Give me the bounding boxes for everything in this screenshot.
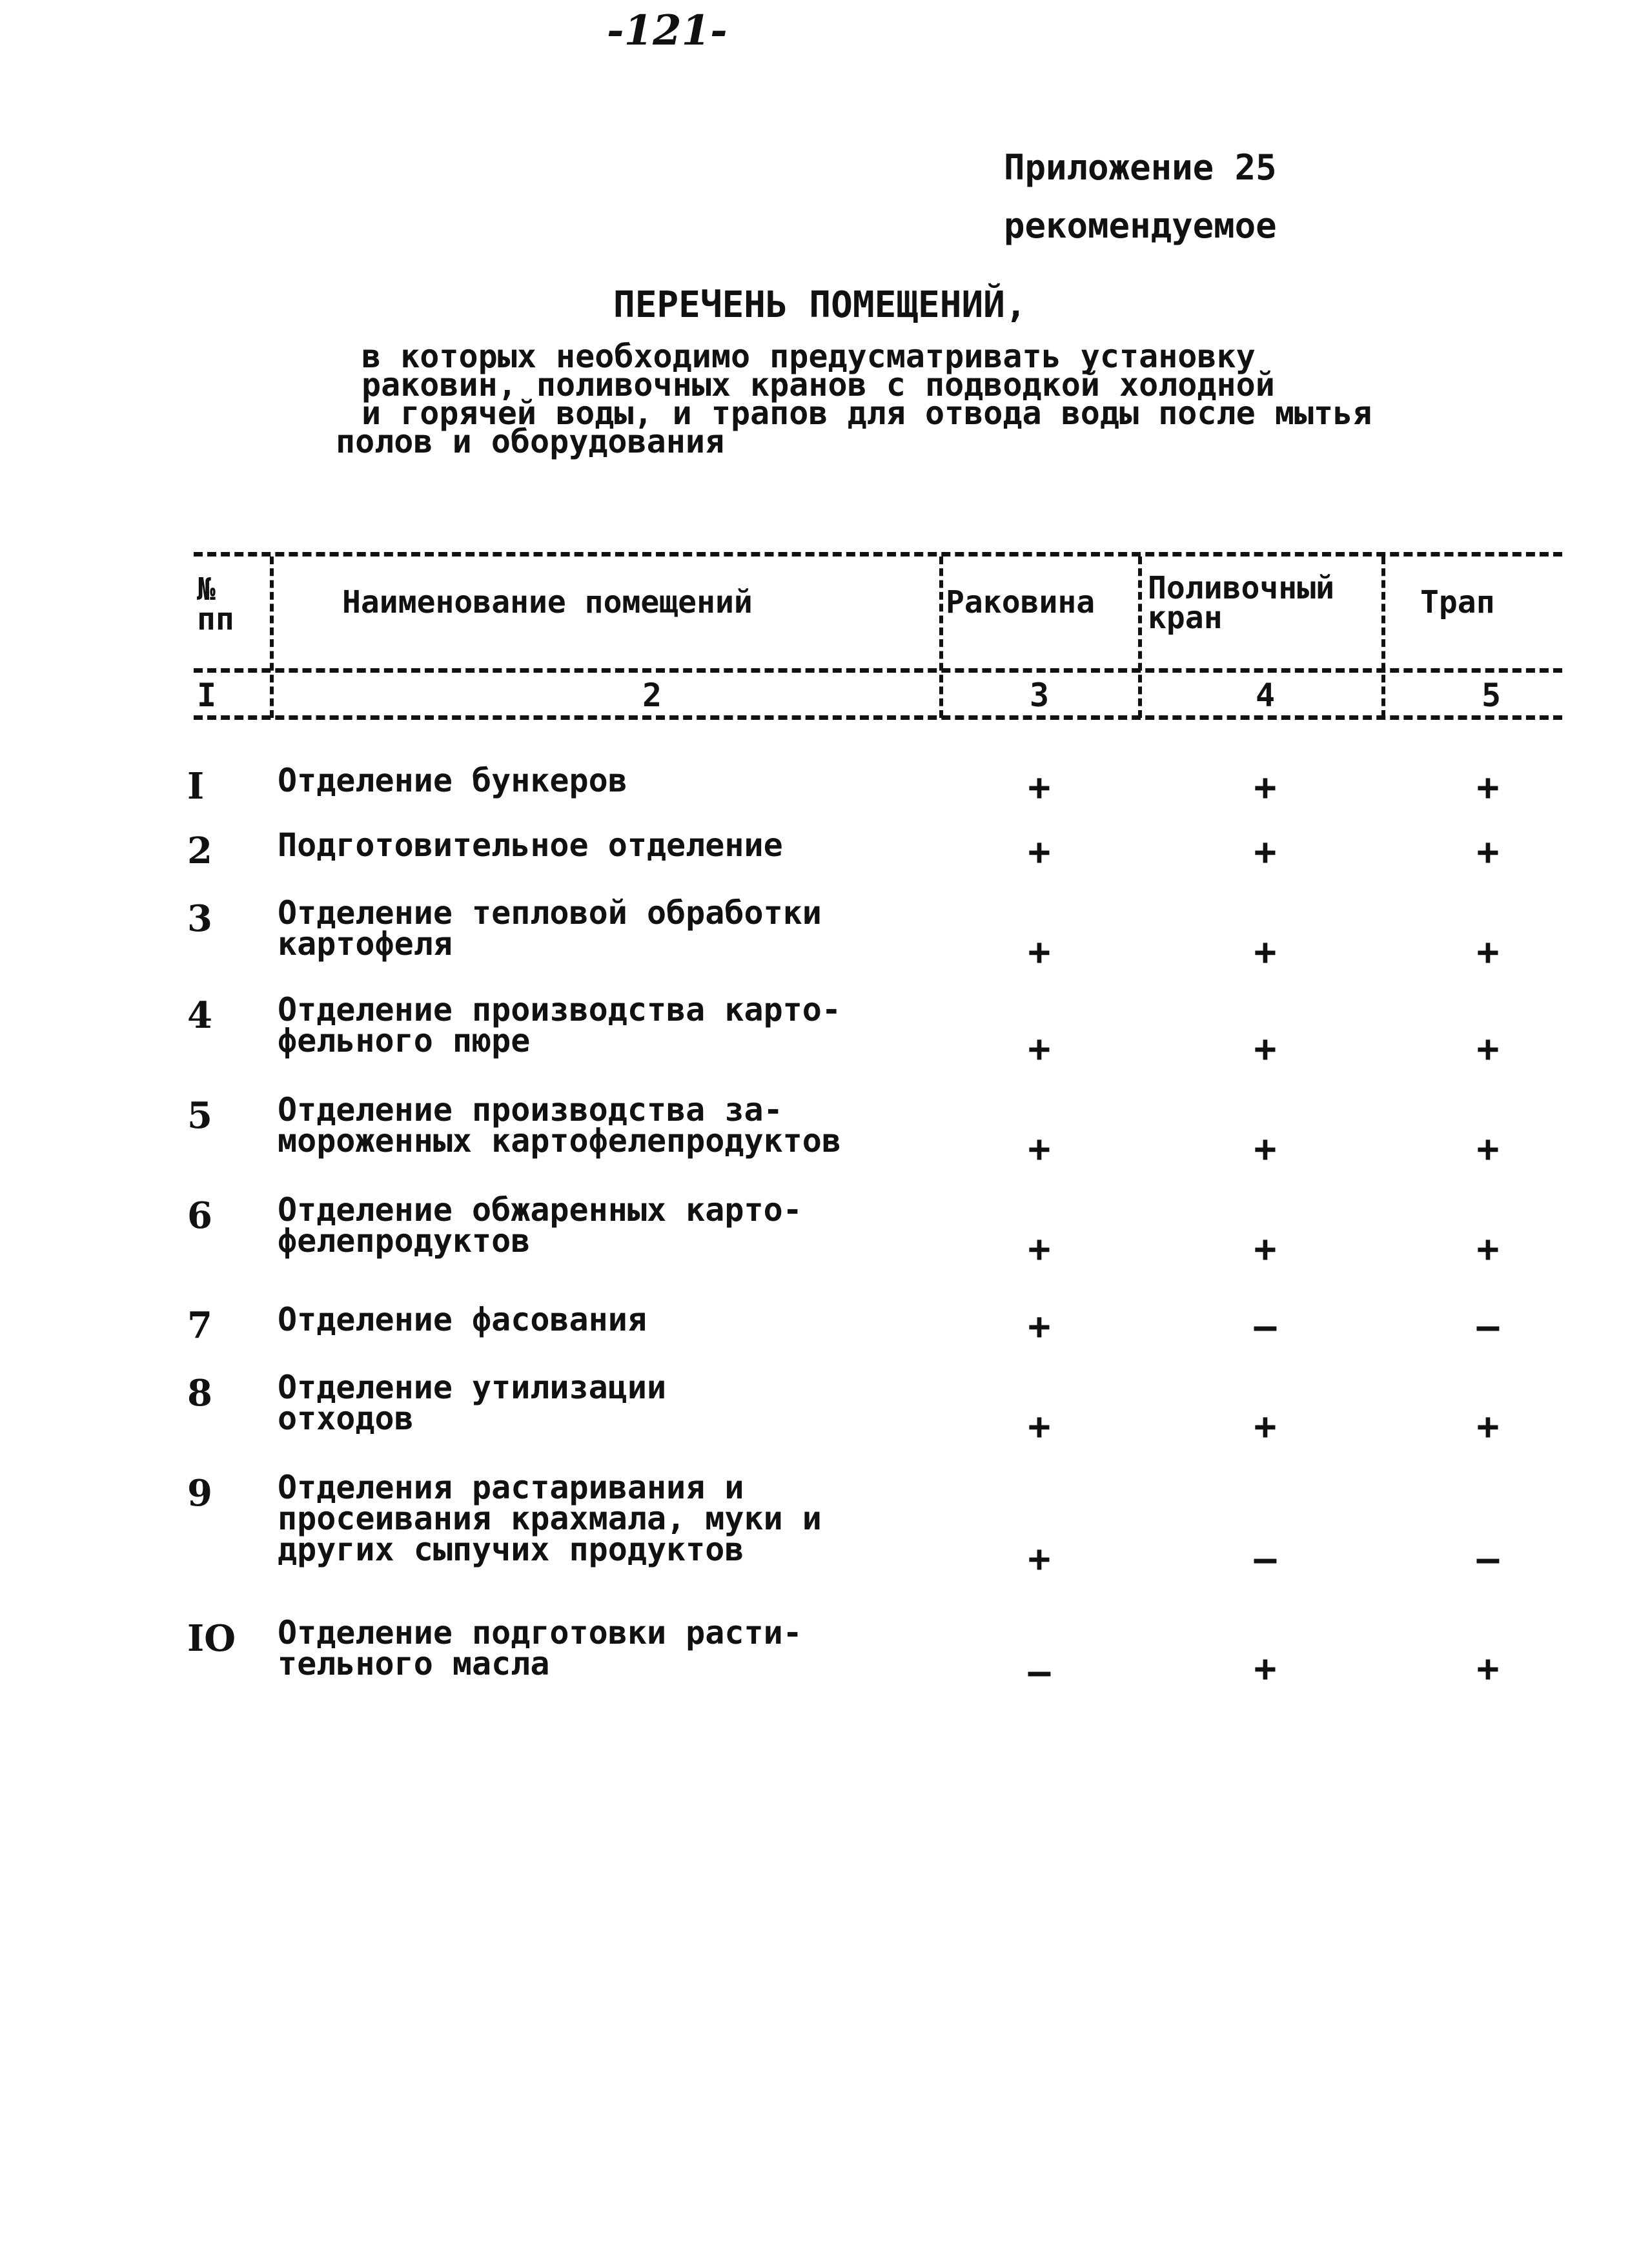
row-number: 8 (187, 1372, 212, 1415)
header-name: Наименование помещений (342, 584, 753, 620)
column-number: 2 (642, 677, 662, 714)
tap-mark: – (1254, 1537, 1277, 1580)
tap-mark: + (1254, 765, 1277, 809)
room-name-line: Отделение утилизации (278, 1369, 667, 1406)
sink-mark: + (1028, 1537, 1051, 1580)
header-divider (1381, 557, 1385, 718)
room-name-line: фелепродуктов (278, 1222, 531, 1260)
header-tap (1148, 570, 1334, 636)
room-name-line: просеивания крахмала, муки и (278, 1500, 822, 1537)
subtitle-line: полов и оборудования (336, 423, 725, 460)
room-name-line: отходов (278, 1400, 414, 1437)
header-bottom-rule (194, 715, 1562, 720)
appendix-number: Приложение 25 (1004, 147, 1277, 188)
room-name (278, 1191, 910, 1260)
column-number: 3 (1030, 677, 1050, 714)
sink-mark: – (1028, 1650, 1051, 1693)
header-num-line: № (197, 571, 216, 608)
page-number: -121- (607, 6, 728, 55)
room-name-line: Отделение подготовки расти- (278, 1614, 802, 1651)
room-name-line: Отделение фасования (278, 1301, 647, 1338)
sink-mark: + (1028, 1304, 1051, 1348)
subtitle-line: раковин, поливочных кранов с подводкой холодной (362, 366, 1275, 404)
drain-mark: – (1476, 1537, 1500, 1580)
room-name-line: Отделение производства карто- (278, 991, 841, 1028)
room-name-line: Отделение тепловой обработки (278, 894, 822, 932)
drain-mark: + (1476, 930, 1500, 974)
room-name-line: Отделения растаривания и (278, 1469, 744, 1506)
tap-mark: + (1254, 1127, 1277, 1170)
room-name (278, 991, 910, 1059)
row-number: 2 (187, 830, 212, 872)
appendix-status: рекомендуемое (1004, 205, 1277, 246)
tap-mark: + (1254, 930, 1277, 974)
document-title: ПЕРЕЧЕНЬ ПОМЕЩЕНИЙ, (613, 284, 1027, 326)
room-name-line: мороженных картофелепродуктов (278, 1122, 841, 1160)
row-number: 3 (187, 897, 212, 940)
column-number: 4 (1256, 677, 1276, 714)
document-subtitle (336, 338, 1372, 460)
tap-mark: – (1254, 1304, 1277, 1348)
sink-mark: + (1028, 1127, 1051, 1170)
sink-mark: + (1028, 1404, 1051, 1448)
room-name-line: Отделение бункеров (278, 762, 627, 799)
sink-mark: + (1028, 930, 1051, 974)
row-number: 6 (187, 1194, 212, 1237)
subtitle-line: и горячей воды, и трапов для отвода воды после мытья (362, 394, 1372, 432)
row-number: 7 (187, 1304, 212, 1347)
header-top-rule (194, 552, 1562, 557)
room-name (278, 1369, 910, 1437)
sink-mark: + (1028, 1027, 1051, 1070)
subtitle-line: в которых необходимо предусматривать установку (362, 338, 1256, 375)
header-sink: Раковина (946, 584, 1095, 620)
header-num (197, 571, 234, 637)
row-number: IO (187, 1617, 236, 1660)
room-name (278, 894, 910, 963)
drain-mark: + (1476, 1646, 1500, 1690)
room-name (278, 1091, 910, 1160)
drain-mark: + (1476, 830, 1500, 873)
room-name (278, 1301, 910, 1338)
column-number: I (197, 677, 217, 714)
room-name-line: тельного масла (278, 1645, 550, 1682)
tap-mark: + (1254, 1027, 1277, 1070)
drain-mark: + (1476, 1227, 1500, 1271)
room-name-line: других сыпучих продуктов (278, 1531, 744, 1568)
sink-mark: + (1028, 765, 1051, 809)
drain-mark: + (1476, 1027, 1500, 1070)
room-name (278, 1469, 910, 1568)
sink-mark: + (1028, 830, 1051, 873)
header-middle-rule (194, 668, 1562, 673)
room-name-line: картофеля (278, 925, 453, 963)
row-number: I (187, 765, 205, 808)
room-name (278, 826, 910, 864)
room-name-line: Отделение производства за- (278, 1091, 783, 1129)
header-tap-line: кран (1148, 600, 1223, 636)
tap-mark: + (1254, 1646, 1277, 1690)
room-name-line: Отделение обжаренных карто- (278, 1191, 802, 1229)
drain-mark: + (1476, 1404, 1500, 1448)
tap-mark: + (1254, 830, 1277, 873)
room-name-line: Подготовительное отделение (278, 826, 783, 864)
header-drain: Трап (1420, 584, 1495, 620)
drain-mark: + (1476, 765, 1500, 809)
room-name-line: фельного пюре (278, 1022, 531, 1059)
drain-mark: – (1476, 1304, 1500, 1348)
row-number: 4 (187, 994, 212, 1037)
room-name (278, 762, 910, 799)
room-name (278, 1614, 910, 1682)
appendix-label (1004, 139, 1277, 255)
column-number: 5 (1482, 677, 1502, 714)
drain-mark: + (1476, 1127, 1500, 1170)
header-divider (939, 557, 943, 718)
header-divider (270, 557, 274, 718)
tap-mark: + (1254, 1404, 1277, 1448)
tap-mark: + (1254, 1227, 1277, 1271)
row-number: 9 (187, 1472, 212, 1515)
header-tap-line: Поливочный (1148, 570, 1334, 606)
header-divider (1138, 557, 1142, 718)
sink-mark: + (1028, 1227, 1051, 1271)
row-number: 5 (187, 1094, 212, 1137)
header-num-line: пп (197, 601, 234, 637)
